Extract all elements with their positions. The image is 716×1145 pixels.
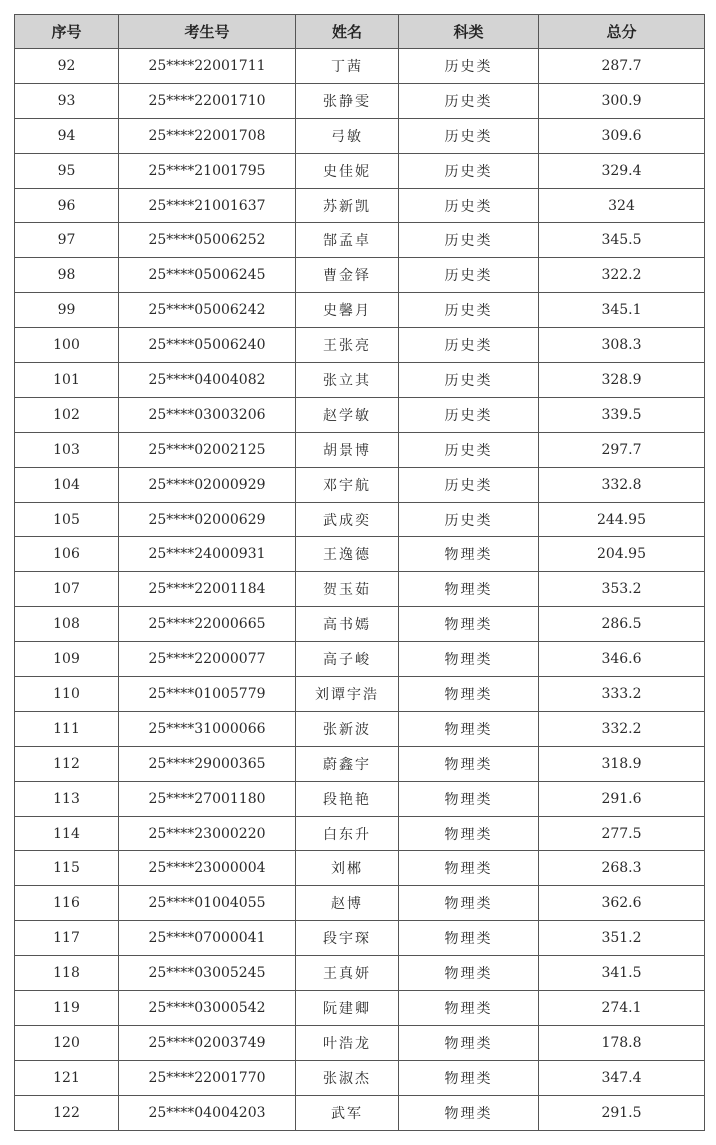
table-row	[15, 1025, 705, 1060]
exam-number-cell: 25****03000542	[119, 991, 296, 1026]
total-score-cell: 322.2	[539, 258, 705, 293]
index-cell: 98	[15, 258, 119, 293]
name-cell: 贺玉茹	[296, 572, 399, 607]
index-cell: 93	[15, 83, 119, 118]
name-cell: 白东升	[296, 816, 399, 851]
exam-number-cell: 25****02003749	[119, 1025, 296, 1060]
header-row	[15, 15, 705, 49]
table-row	[15, 921, 705, 956]
exam-number-cell: 25****23000004	[119, 851, 296, 886]
table-row	[15, 118, 705, 153]
exam-number-cell: 25****22001710	[119, 83, 296, 118]
index-cell: 101	[15, 363, 119, 398]
exam-number-cell: 25****27001180	[119, 781, 296, 816]
index-cell: 96	[15, 188, 119, 223]
header-subject: 科类	[399, 15, 539, 49]
index-cell: 94	[15, 118, 119, 153]
index-cell: 95	[15, 153, 119, 188]
total-score-cell: 297.7	[539, 432, 705, 467]
exam-number-cell: 25****05006242	[119, 293, 296, 328]
subject-cell: 历史类	[399, 397, 539, 432]
name-cell: 段艳艳	[296, 781, 399, 816]
total-score-cell: 274.1	[539, 991, 705, 1026]
total-score-cell: 291.6	[539, 781, 705, 816]
exam-number-cell: 25****02000929	[119, 467, 296, 502]
subject-cell: 物理类	[399, 1025, 539, 1060]
exam-number-cell: 25****21001795	[119, 153, 296, 188]
subject-cell: 物理类	[399, 851, 539, 886]
total-score-cell: 286.5	[539, 607, 705, 642]
exam-number-cell: 25****22001770	[119, 1060, 296, 1095]
table-row	[15, 153, 705, 188]
name-cell: 武成奕	[296, 502, 399, 537]
exam-number-cell: 25****03005245	[119, 956, 296, 991]
table-header	[15, 15, 705, 49]
name-cell: 阮建卿	[296, 991, 399, 1026]
exam-number-cell: 25****02002125	[119, 432, 296, 467]
exam-number-cell: 25****04004082	[119, 363, 296, 398]
name-cell: 王逸德	[296, 537, 399, 572]
exam-number-cell: 25****01004055	[119, 886, 296, 921]
subject-cell: 历史类	[399, 432, 539, 467]
total-score-cell: 353.2	[539, 572, 705, 607]
name-cell: 武军	[296, 1095, 399, 1130]
subject-cell: 物理类	[399, 677, 539, 712]
exam-number-cell: 25****22000077	[119, 642, 296, 677]
table-body	[15, 49, 705, 1131]
index-cell: 92	[15, 49, 119, 84]
exam-number-cell: 25****31000066	[119, 711, 296, 746]
index-cell: 107	[15, 572, 119, 607]
subject-cell: 历史类	[399, 188, 539, 223]
index-cell: 106	[15, 537, 119, 572]
index-cell: 105	[15, 502, 119, 537]
index-cell: 119	[15, 991, 119, 1026]
table-row	[15, 642, 705, 677]
table-row	[15, 467, 705, 502]
subject-cell: 物理类	[399, 956, 539, 991]
index-cell: 109	[15, 642, 119, 677]
index-cell: 108	[15, 607, 119, 642]
table-row	[15, 886, 705, 921]
table-row	[15, 397, 705, 432]
exam-number-cell: 25****04004203	[119, 1095, 296, 1130]
exam-number-cell: 25****02000629	[119, 502, 296, 537]
name-cell: 张静雯	[296, 83, 399, 118]
total-score-cell: 204.95	[539, 537, 705, 572]
name-cell: 胡景博	[296, 432, 399, 467]
exam-number-cell: 25****05006252	[119, 223, 296, 258]
index-cell: 99	[15, 293, 119, 328]
name-cell: 史佳妮	[296, 153, 399, 188]
name-cell: 丁茜	[296, 49, 399, 84]
table-row	[15, 83, 705, 118]
name-cell: 赵博	[296, 886, 399, 921]
total-score-cell: 309.6	[539, 118, 705, 153]
total-score-cell: 341.5	[539, 956, 705, 991]
subject-cell: 历史类	[399, 83, 539, 118]
total-score-cell: 346.6	[539, 642, 705, 677]
subject-cell: 物理类	[399, 921, 539, 956]
subject-cell: 历史类	[399, 502, 539, 537]
subject-cell: 历史类	[399, 293, 539, 328]
table-row	[15, 188, 705, 223]
exam-number-cell: 25****24000931	[119, 537, 296, 572]
table-row	[15, 328, 705, 363]
name-cell: 高子峻	[296, 642, 399, 677]
index-cell: 117	[15, 921, 119, 956]
index-cell: 112	[15, 746, 119, 781]
name-cell: 赵学敏	[296, 397, 399, 432]
exam-number-cell: 25****23000220	[119, 816, 296, 851]
exam-number-cell: 25****22001711	[119, 49, 296, 84]
name-cell: 段宇琛	[296, 921, 399, 956]
subject-cell: 历史类	[399, 328, 539, 363]
exam-number-cell: 25****07000041	[119, 921, 296, 956]
name-cell: 张立其	[296, 363, 399, 398]
table-row	[15, 991, 705, 1026]
table-row	[15, 49, 705, 84]
subject-cell: 历史类	[399, 153, 539, 188]
table-row	[15, 851, 705, 886]
total-score-cell: 339.5	[539, 397, 705, 432]
header-total-score: 总分	[539, 15, 705, 49]
subject-cell: 物理类	[399, 816, 539, 851]
total-score-cell: 324	[539, 188, 705, 223]
subject-cell: 历史类	[399, 49, 539, 84]
index-cell: 100	[15, 328, 119, 363]
table-row	[15, 746, 705, 781]
table-row	[15, 1060, 705, 1095]
subject-cell: 物理类	[399, 991, 539, 1026]
exam-number-cell: 25****21001637	[119, 188, 296, 223]
total-score-cell: 287.7	[539, 49, 705, 84]
name-cell: 蔚鑫宇	[296, 746, 399, 781]
table-row	[15, 816, 705, 851]
name-cell: 苏新凯	[296, 188, 399, 223]
index-cell: 116	[15, 886, 119, 921]
name-cell: 刘谭宇浩	[296, 677, 399, 712]
name-cell: 叶浩龙	[296, 1025, 399, 1060]
subject-cell: 物理类	[399, 711, 539, 746]
total-score-cell: 362.6	[539, 886, 705, 921]
subject-cell: 历史类	[399, 258, 539, 293]
table-row	[15, 537, 705, 572]
table-row	[15, 781, 705, 816]
exam-number-cell: 25****22001184	[119, 572, 296, 607]
table-row	[15, 711, 705, 746]
subject-cell: 物理类	[399, 1095, 539, 1130]
name-cell: 张新波	[296, 711, 399, 746]
subject-cell: 历史类	[399, 223, 539, 258]
subject-cell: 历史类	[399, 363, 539, 398]
index-cell: 111	[15, 711, 119, 746]
index-cell: 113	[15, 781, 119, 816]
index-cell: 110	[15, 677, 119, 712]
header-index: 序号	[15, 15, 119, 49]
total-score-cell: 332.8	[539, 467, 705, 502]
subject-cell: 历史类	[399, 118, 539, 153]
name-cell: 郜孟卓	[296, 223, 399, 258]
subject-cell: 物理类	[399, 642, 539, 677]
subject-cell: 物理类	[399, 572, 539, 607]
subject-cell: 物理类	[399, 537, 539, 572]
name-cell: 王张亮	[296, 328, 399, 363]
index-cell: 115	[15, 851, 119, 886]
total-score-cell: 318.9	[539, 746, 705, 781]
total-score-cell: 291.5	[539, 1095, 705, 1130]
index-cell: 121	[15, 1060, 119, 1095]
table-row	[15, 572, 705, 607]
header-exam-number: 考生号	[119, 15, 296, 49]
exam-number-cell: 25****22001708	[119, 118, 296, 153]
subject-cell: 物理类	[399, 886, 539, 921]
subject-cell: 物理类	[399, 607, 539, 642]
exam-number-cell: 25****01005779	[119, 677, 296, 712]
total-score-cell: 345.5	[539, 223, 705, 258]
total-score-cell: 178.8	[539, 1025, 705, 1060]
table-row	[15, 363, 705, 398]
total-score-cell: 244.95	[539, 502, 705, 537]
total-score-cell: 347.4	[539, 1060, 705, 1095]
total-score-cell: 351.2	[539, 921, 705, 956]
subject-cell: 物理类	[399, 781, 539, 816]
exam-number-cell: 25****05006240	[119, 328, 296, 363]
name-cell: 史馨月	[296, 293, 399, 328]
subject-cell: 物理类	[399, 1060, 539, 1095]
index-cell: 102	[15, 397, 119, 432]
name-cell: 弓敏	[296, 118, 399, 153]
score-table	[14, 14, 705, 1131]
index-cell: 104	[15, 467, 119, 502]
header-name: 姓名	[296, 15, 399, 49]
name-cell: 高书嫣	[296, 607, 399, 642]
table-row	[15, 607, 705, 642]
name-cell: 张淑杰	[296, 1060, 399, 1095]
table-row	[15, 293, 705, 328]
total-score-cell: 329.4	[539, 153, 705, 188]
table-row	[15, 258, 705, 293]
index-cell: 120	[15, 1025, 119, 1060]
table-row	[15, 956, 705, 991]
index-cell: 118	[15, 956, 119, 991]
subject-cell: 物理类	[399, 746, 539, 781]
table-row	[15, 223, 705, 258]
name-cell: 刘郴	[296, 851, 399, 886]
table-row	[15, 1095, 705, 1130]
name-cell: 曹金铎	[296, 258, 399, 293]
index-cell: 103	[15, 432, 119, 467]
index-cell: 122	[15, 1095, 119, 1130]
total-score-cell: 277.5	[539, 816, 705, 851]
name-cell: 邓宇航	[296, 467, 399, 502]
index-cell: 114	[15, 816, 119, 851]
total-score-cell: 268.3	[539, 851, 705, 886]
index-cell: 97	[15, 223, 119, 258]
total-score-cell: 308.3	[539, 328, 705, 363]
exam-number-cell: 25****22000665	[119, 607, 296, 642]
exam-number-cell: 25****29000365	[119, 746, 296, 781]
total-score-cell: 333.2	[539, 677, 705, 712]
name-cell: 王真妍	[296, 956, 399, 991]
table-row	[15, 502, 705, 537]
total-score-cell: 332.2	[539, 711, 705, 746]
total-score-cell: 345.1	[539, 293, 705, 328]
table-row	[15, 432, 705, 467]
total-score-cell: 300.9	[539, 83, 705, 118]
subject-cell: 历史类	[399, 467, 539, 502]
table-row	[15, 677, 705, 712]
exam-number-cell: 25****05006245	[119, 258, 296, 293]
exam-number-cell: 25****03003206	[119, 397, 296, 432]
total-score-cell: 328.9	[539, 363, 705, 398]
